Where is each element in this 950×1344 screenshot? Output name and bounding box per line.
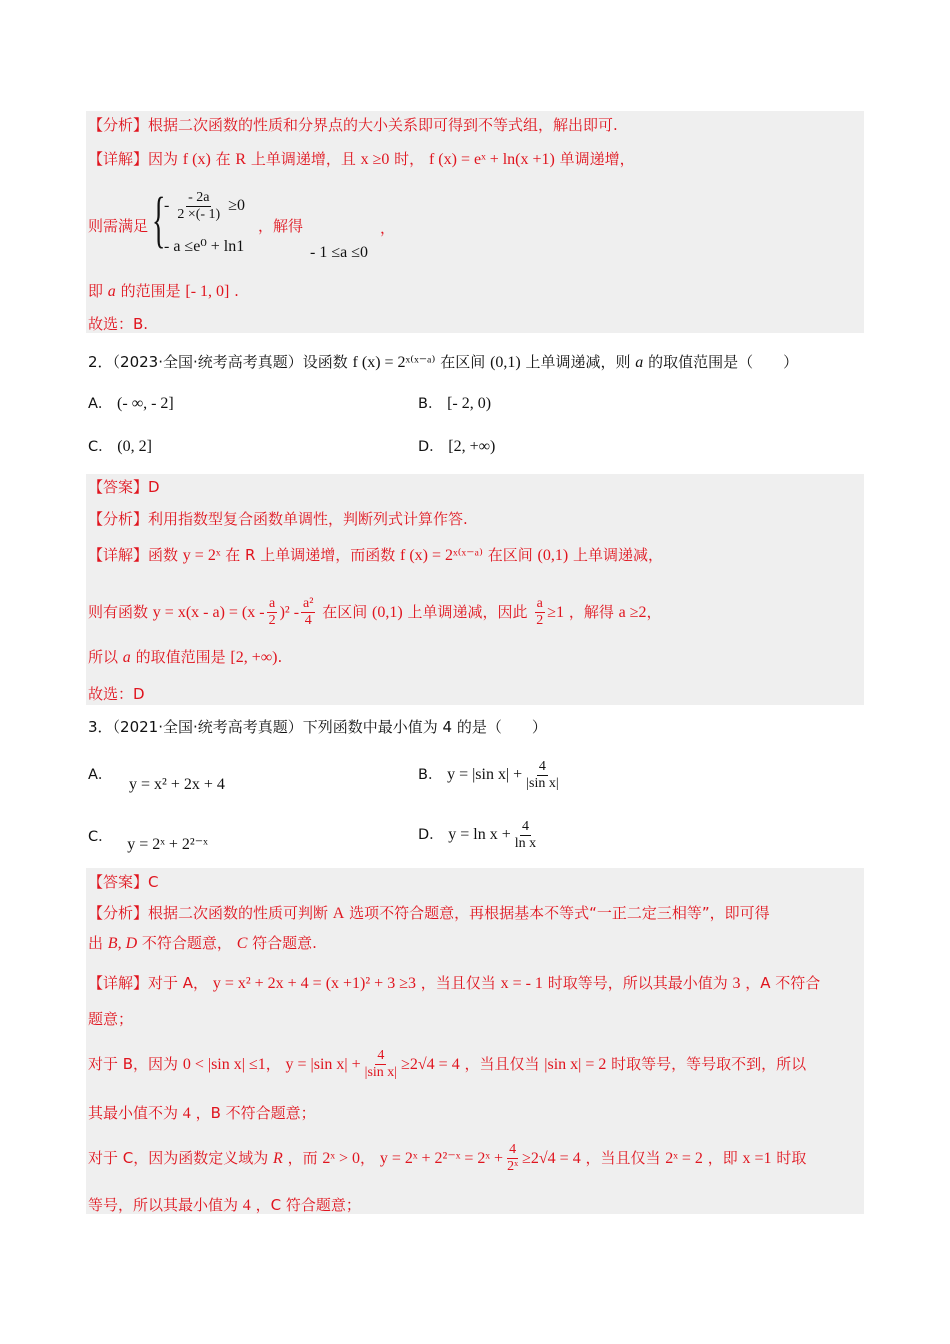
- q3-dA-mid: ，当且仅当: [420, 974, 496, 992]
- q3-dB-pre: y = |sin x| +: [285, 1056, 361, 1073]
- q2-frac3-den: 2: [536, 613, 544, 628]
- q3-dC-end: 时取: [776, 1149, 807, 1167]
- q2-option-c-label: C．: [88, 439, 113, 455]
- q3-option-b-num: 4: [538, 758, 546, 774]
- q3-analysis1-a: 【分析】根据二次函数的性质可判断: [88, 904, 329, 922]
- q2-detail2-res: a ≥2: [618, 604, 647, 621]
- q3-option-d-den: ln x: [514, 835, 537, 851]
- q2-stem-var: a: [635, 354, 644, 371]
- q1-detail-func: f (x) = eˣ + ln(x +1): [428, 151, 555, 168]
- q3-dA-min: 3: [732, 975, 741, 992]
- q3-option-b-den: |sin x|: [526, 775, 559, 791]
- q3-detail-c-2: [88, 1194, 864, 1217]
- q3-option-a-label: A．: [88, 767, 113, 783]
- q2-detail2-comma: ，: [646, 603, 662, 621]
- q3-dB-den: |sin x|: [364, 1065, 398, 1080]
- q3-analysis2-b: 不符合题意，: [141, 934, 232, 952]
- q3-dB-comma: ，: [265, 1055, 281, 1073]
- q2-detail2: [88, 592, 864, 633]
- q3-analysis2-BD: B, D: [107, 935, 138, 952]
- q1-solve-result: - 1 ≤a ≤0: [310, 244, 368, 261]
- q2-detail1-mid2: 在区间: [487, 546, 533, 564]
- q2-option-b-value: [- 2, 0): [447, 395, 492, 412]
- q2-detail1-prefix: 【详解】函数: [88, 546, 179, 564]
- q2-detail3-end: .: [277, 648, 283, 666]
- q3-dC-pos: 2ˣ > 0: [322, 1150, 361, 1167]
- q3-analysis1-b: 选项不符合题意，再根据基本不等式“一正二定三相等”，即可得: [349, 904, 770, 922]
- sys-geq: ≥0: [228, 197, 245, 215]
- q2-detail2-text3: ，解得: [568, 603, 614, 621]
- q2-stem-prefix: 2．（2023·全国·统考高考真题）设函数: [88, 353, 348, 371]
- q3-option-b-label: B．: [418, 767, 443, 783]
- q1-detail-mid1: 在: [215, 150, 231, 168]
- q1-choice: 故选：B.: [88, 315, 149, 333]
- q2-option-d-value: [2, +∞): [448, 438, 496, 455]
- q2-stem-end: 的取值范围是（ ）: [648, 353, 799, 371]
- q3-dB-end2-v: 4: [182, 1105, 191, 1122]
- q3-dB-num: 4: [377, 1048, 385, 1063]
- q3-answer: 【答案】C: [88, 873, 159, 891]
- q2-stem-func: f (x) = 2ˣ⁽ˣ⁻ᵃ⁾: [352, 354, 436, 371]
- q1-range-end: .: [234, 282, 239, 300]
- q3-detail-b-2: [88, 1102, 864, 1125]
- q3-dC-end2-a: 等号，所以其最小值为: [88, 1196, 239, 1214]
- q3-dA-expr: y = x² + 2x + 4 = (x +1)² + 3 ≥3: [212, 975, 416, 992]
- q2-option-a-value: (- ∞, - 2]: [117, 395, 174, 412]
- q3-dC-expr: y = 2ˣ + 2²⁻ˣ = 2ˣ +: [379, 1150, 504, 1167]
- q1-detail-prefix: 【详解】因为: [88, 150, 179, 168]
- q2-option-b[interactable]: [418, 393, 491, 415]
- q3-option-c-value: y = 2ˣ + 2²⁻ˣ: [127, 836, 208, 853]
- sys-row1-minus: -: [164, 197, 170, 215]
- q3-option-c-label: C．: [88, 829, 113, 845]
- q3-option-d-num: 4: [521, 818, 529, 834]
- q3-dB-eq: |sin x| = 2: [544, 1056, 607, 1073]
- q2-detail2-mid: )² -: [279, 604, 300, 621]
- q2-stem-interval: (0,1): [490, 354, 521, 371]
- q2-detail1-mid: 在 R 上单调递增，而函数: [225, 546, 396, 564]
- q2-detail2-text: 在区间: [322, 603, 368, 621]
- q3-analysis2-c: 符合题意.: [252, 934, 317, 952]
- sys-row2: - a ≤e⁰ + ln1: [164, 238, 245, 255]
- q1-solve-comma: ，: [380, 219, 396, 237]
- sys-num: - 2a: [188, 190, 210, 205]
- q3-option-d-label: D．: [418, 827, 444, 843]
- q2-option-a[interactable]: [88, 393, 174, 415]
- q3-detail-a-2: 题意；: [88, 1010, 134, 1028]
- q3-analysis-1: [88, 902, 864, 925]
- q3-option-d-pre: y = ln x +: [448, 826, 511, 843]
- q2-option-c[interactable]: [88, 436, 152, 458]
- q3-dB-geq: ≥2√4 = 4: [401, 1056, 460, 1073]
- q3-dC-mid: ，而: [287, 1149, 318, 1167]
- q1-detail-fx: f (x): [182, 151, 211, 168]
- q3-dB-end2-a: 其最小值不为: [88, 1104, 179, 1122]
- q1-solve-label: ，解得: [258, 217, 304, 235]
- q3-dA-end: ，A 不符合: [745, 974, 821, 992]
- q2-detail1-y: y = 2ˣ: [182, 547, 221, 564]
- q3-dC-eq: 2ˣ = 2: [665, 1150, 703, 1167]
- q1-need-label: 则需满足: [88, 217, 149, 235]
- q3-dC-end2-v: 4: [242, 1197, 251, 1214]
- q2-answer: 【答案】D: [88, 478, 160, 496]
- q3-dC-end2-b: ，C 符合题意；: [255, 1196, 361, 1214]
- q2-detail3-prefix: 所以: [88, 648, 119, 666]
- q3-dC-mid2: ，当且仅当: [585, 1149, 661, 1167]
- q3-option-d[interactable]: [418, 812, 540, 858]
- q2-option-a-label: A．: [88, 396, 113, 412]
- q2-detail3: [88, 646, 864, 669]
- q3-option-c[interactable]: [88, 826, 208, 853]
- q2-option-d-label: D．: [418, 439, 444, 455]
- q3-option-b-pre: y = |sin x| +: [447, 766, 523, 783]
- q1-range-prefix: 即: [88, 282, 104, 300]
- q3-dA-prefix: 【详解】对于 A，: [88, 974, 209, 992]
- q3-dB-end2-b: ，B 不符合题意；: [195, 1104, 316, 1122]
- q3-dB-end: 时取等号，等号取不到，所以: [611, 1055, 807, 1073]
- q3-dA-mid2: 时取等号，所以其最小值为: [547, 974, 728, 992]
- q3-dC-num: 4: [509, 1142, 517, 1157]
- q3-dC-geq: ≥2√4 = 4: [522, 1150, 581, 1167]
- q2-frac2-den: 4: [304, 613, 312, 628]
- q3-analysis2-C: C: [236, 935, 248, 952]
- q2-detail3-var: a: [122, 649, 131, 666]
- q3-dB-range: 0 < |sin x| ≤1: [182, 1056, 266, 1073]
- q2-detail2-expr: y = x(x - a) = (x -: [152, 604, 265, 621]
- q3-dC-den: 2ˣ: [507, 1159, 519, 1174]
- q2-analysis: 【分析】利用指数型复合函数单调性，判断列式计算作答.: [88, 510, 468, 528]
- q2-choice: 故选：D: [88, 685, 145, 703]
- q2-frac3-num: a: [536, 596, 543, 611]
- sys-den: 2 ×(- 1): [177, 207, 221, 222]
- q2-stem-mid2: 上单调递减，则: [525, 353, 631, 371]
- q2-detail1-int: (0,1): [537, 547, 569, 564]
- q1-detail-cond: x ≥0: [360, 151, 390, 168]
- q3-dB-mid: ，当且仅当: [464, 1055, 540, 1073]
- q3-dC-prefix: 对于 C，因为函数定义域为: [88, 1149, 269, 1167]
- q2-detail1-end: 上单调递减，: [572, 546, 663, 564]
- q3-dC-mid3: ，即: [707, 1149, 738, 1167]
- q2-detail2-geq: ≥1: [547, 604, 565, 621]
- q2-detail1-f: f (x) = 2ˣ⁽ˣ⁻ᵃ⁾: [399, 547, 483, 564]
- q3-detail-b: [88, 1044, 864, 1085]
- q2-detail2-text2: 上单调递减，因此: [407, 603, 528, 621]
- q3-detail-c: [88, 1138, 864, 1179]
- q2-option-d[interactable]: [418, 436, 495, 458]
- q2-stem: [88, 351, 864, 374]
- q2-frac1-den: 2: [268, 613, 276, 628]
- q1-range-var: a: [107, 283, 116, 300]
- q3-dC-comma: ，: [360, 1149, 376, 1167]
- q2-detail3-mid: 的取值范围是: [135, 648, 226, 666]
- q3-dC-R: R: [273, 1150, 283, 1167]
- q2-frac2-num: a²: [303, 596, 314, 611]
- q2-detail2-int: (0,1): [372, 604, 403, 621]
- q1-detail-end: 单调递增，: [559, 150, 635, 168]
- q1-range-val: [- 1, 0]: [185, 283, 230, 300]
- q3-analysis1-A: A: [332, 905, 345, 922]
- q2-detail1: [88, 544, 864, 567]
- q3-dA-eq: x = - 1: [500, 975, 543, 992]
- q3-option-a-value: y = x² + 2x + 4: [129, 776, 225, 793]
- q1-detail: [88, 148, 864, 171]
- q1-detail-R: R: [235, 151, 247, 168]
- q3-analysis2-a: 出: [88, 934, 104, 952]
- q2-detail2-prefix: 则有函数: [88, 603, 149, 621]
- q3-stem: 3．（2021·全国·统考高考真题）下列函数中最小值为 4 的是（ ）: [88, 718, 547, 736]
- q3-option-b[interactable]: [418, 752, 563, 798]
- q1-analysis: 【分析】根据二次函数的性质和分界点的大小关系即可得到不等式组，解出即可.: [88, 116, 618, 134]
- q2-option-c-value: (0, 2]: [117, 438, 152, 455]
- q1-range-mid: 的范围是: [120, 282, 181, 300]
- q2-frac1-num: a: [268, 596, 276, 611]
- q1-range: [88, 280, 864, 303]
- q3-dC-eq2: x =1: [742, 1150, 772, 1167]
- q1-detail-mid2: 上单调递增，且: [250, 150, 356, 168]
- q3-dB-prefix: 对于 B，因为: [88, 1055, 179, 1073]
- q1-detail-mid3: 时，: [394, 150, 425, 168]
- q3-detail-a: [88, 972, 864, 995]
- q2-detail3-val: [2, +∞): [230, 649, 278, 666]
- q3-option-a[interactable]: [88, 764, 225, 793]
- q2-option-b-label: B．: [418, 396, 443, 412]
- q2-stem-mid: 在区间: [440, 353, 486, 371]
- q3-analysis-2: [88, 932, 864, 955]
- system-brace: {: [152, 186, 166, 254]
